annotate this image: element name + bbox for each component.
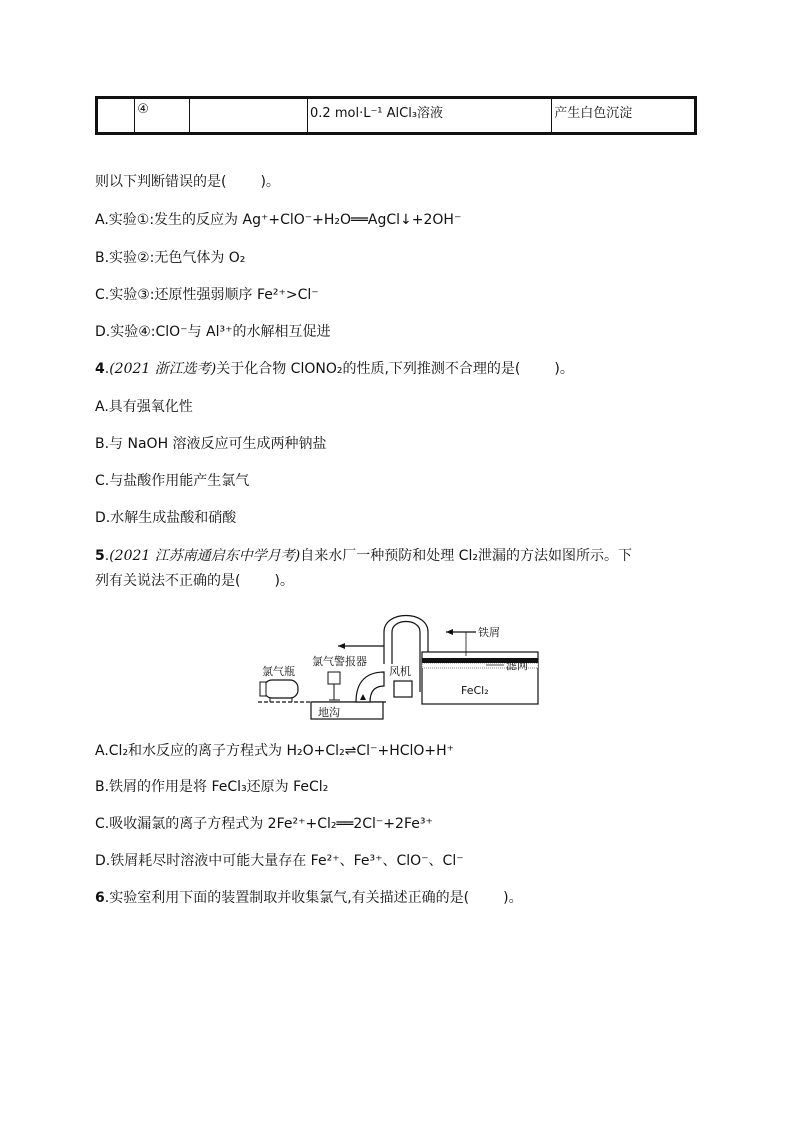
q5-number: 5 bbox=[95, 548, 105, 564]
q4-option-d: D.水解生成盐酸和硝酸 bbox=[95, 510, 237, 526]
label-solution: FeCl₂ bbox=[461, 684, 489, 697]
label-fan: 风机 bbox=[389, 665, 411, 678]
q5-stem-line1: 5.(2021 江苏南通启东中学月考)自来水厂一种预防和处理 Cl₂泄漏的方法如图所示。下 bbox=[95, 548, 632, 564]
q3-stem bbox=[95, 172, 280, 192]
cylinder-body bbox=[264, 680, 298, 698]
q5-stem-line2 bbox=[95, 571, 294, 591]
q5-stem-text: 自来水厂一种预防和处理 Cl₂泄漏的方法如图所示。下 bbox=[300, 548, 632, 564]
q4-stem: 4.(2021 浙江选考)关于化合物 ClONO₂的性质,下列推测不合理的是( )。 bbox=[95, 361, 574, 377]
q5-option-c: C.吸收漏氯的离子方程式为 2Fe²⁺+Cl₂══2Cl⁻+2Fe³⁺ bbox=[95, 816, 433, 832]
iron-arrow bbox=[446, 629, 453, 635]
cylinder-cap bbox=[260, 682, 266, 696]
fan-box bbox=[394, 681, 412, 697]
q4-option-b: B.与 NaOH 溶液反应可生成两种钠盐 bbox=[95, 436, 327, 452]
experiment-table-fragment bbox=[95, 96, 697, 135]
table-row bbox=[97, 98, 696, 134]
q3-option-b: B.实验②:无色气体为 O₂ bbox=[95, 250, 246, 266]
alarm-box bbox=[328, 672, 340, 684]
label-alarm: 氯气警报器 bbox=[312, 655, 367, 668]
table-cell bbox=[190, 98, 308, 134]
q5-source: (2021 江苏南通启东中学月考) bbox=[109, 548, 301, 564]
q3-stem-end: )。 bbox=[260, 174, 280, 190]
q4-source: (2021 浙江选考) bbox=[109, 361, 217, 377]
q4-stem-end: )。 bbox=[554, 361, 574, 377]
q3-option-c: C.实验③:还原性强弱顺序 Fe²⁺>Cl⁻ bbox=[95, 287, 319, 303]
table-cell-reagent: 0.2 mol·L⁻¹ AlCl₃溶液 bbox=[308, 98, 552, 134]
q6-number: 6 bbox=[95, 890, 105, 906]
intake-duct bbox=[356, 672, 384, 702]
q5-option-d: D.铁屑耗尽时溶液中可能大量存在 Fe²⁺、Fe³⁺、ClO⁻、Cl⁻ bbox=[95, 853, 464, 869]
table-cell bbox=[97, 98, 135, 134]
table-cell-index: ④ bbox=[135, 98, 190, 134]
vent-arrow bbox=[338, 643, 345, 649]
q6-stem-text: 实验室利用下面的装置制取并收集氯气,有关描述正确的是( bbox=[109, 890, 470, 906]
q5-stem-end: )。 bbox=[274, 573, 294, 589]
label-filter: 滤网 bbox=[506, 659, 528, 672]
q3-stem-text: 则以下判断错误的是( bbox=[95, 174, 227, 190]
q5-option-b: B.铁屑的作用是将 FeCl₃还原为 FeCl₂ bbox=[95, 779, 329, 795]
q3-option-d: D.实验④:ClO⁻与 Al³⁺的水解相互促进 bbox=[95, 324, 331, 340]
diagram-svg bbox=[256, 602, 546, 722]
label-iron: 铁屑 bbox=[478, 626, 500, 639]
q4-number: 4 bbox=[95, 361, 105, 377]
label-cylinder: 氯气瓶 bbox=[262, 665, 295, 678]
q4-option-c: C.与盐酸作用能产生氯气 bbox=[95, 473, 250, 489]
q4-option-a: A.具有强氧化性 bbox=[95, 399, 193, 415]
chlorine-treatment-diagram bbox=[256, 602, 546, 722]
table-cell-observation: 产生白色沉淀 bbox=[552, 98, 696, 134]
q5-stem-text-2: 列有关说法不正确的是( bbox=[95, 573, 241, 589]
q5-option-a: A.Cl₂和水反应的离子方程式为 H₂O+Cl₂⇌Cl⁻+HClO+H⁺ bbox=[95, 743, 455, 759]
q3-option-a: A.实验①:发生的反应为 Ag⁺+ClO⁻+H₂O══AgCl↓+2OH⁻ bbox=[95, 212, 462, 228]
label-ditch: 地沟 bbox=[318, 706, 340, 719]
q6-stem-end: )。 bbox=[503, 890, 523, 906]
q4-stem-text: 关于化合物 ClONO₂的性质,下列推测不合理的是( bbox=[216, 361, 521, 377]
q6-stem: 6.实验室利用下面的装置制取并收集氯气,有关描述正确的是( )。 bbox=[95, 890, 523, 906]
